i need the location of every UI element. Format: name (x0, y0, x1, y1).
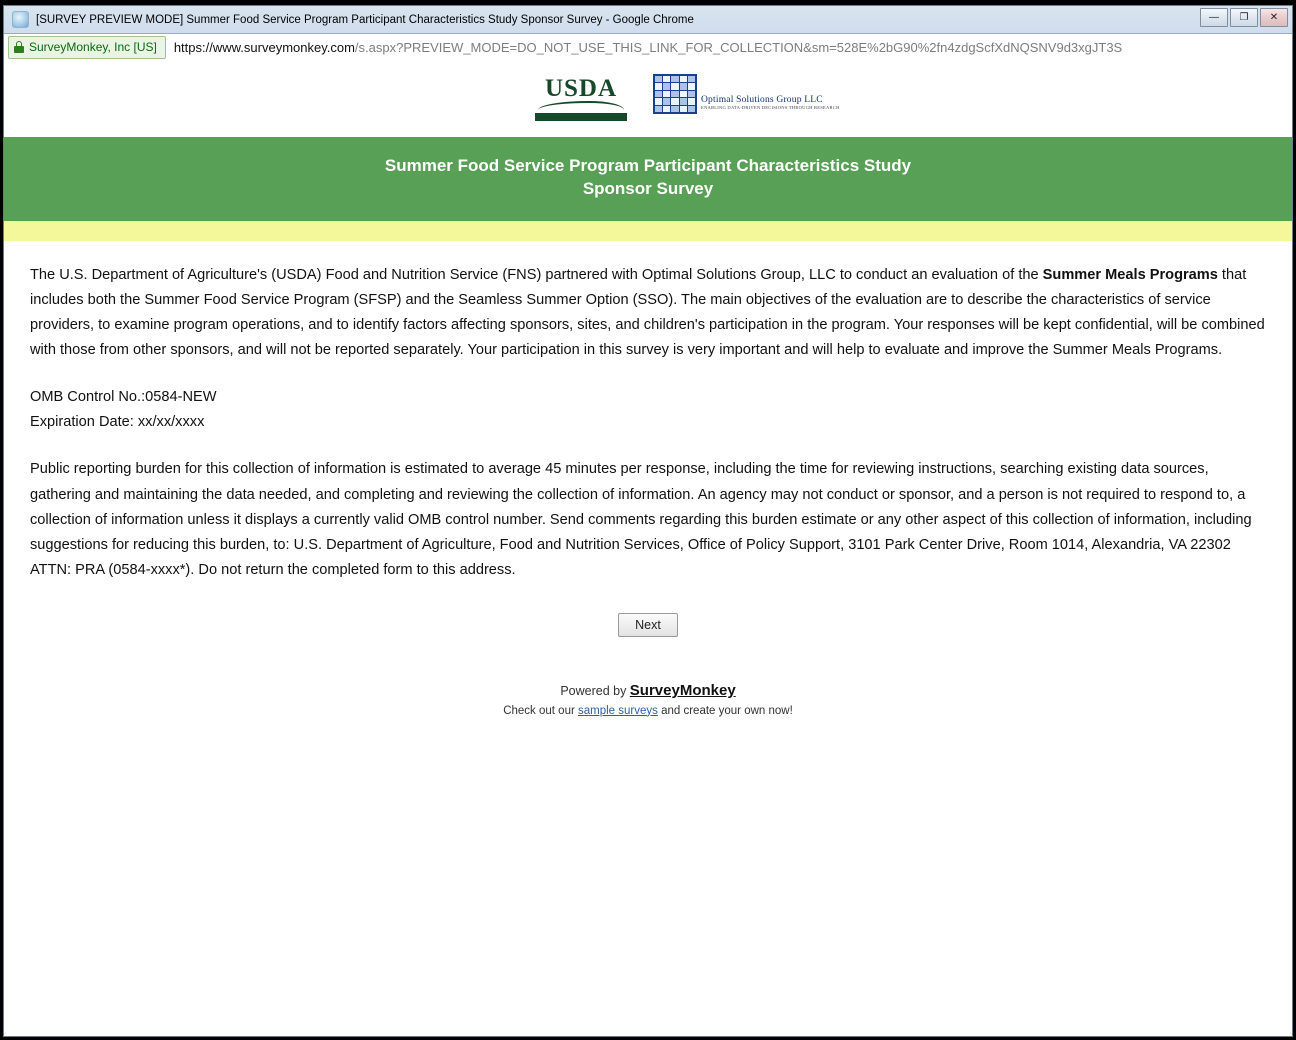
title-bar (4, 6, 1292, 33)
intro-bold-term: Summer Meals Programs (1042, 266, 1218, 283)
omb-block (30, 385, 1266, 435)
intro-part-b: that includes both the Summer Food Service Program (SFSP) and the Seamless Summer Option (SSO). The main objectives of the evaluation are to describe the characteristics of service providers, to examine program operations, and to identify factors affecting sponsors, sites, and children's participation in the program. Your responses will be kept confidential, will be combined with those from other sponsors, and will not be reported separately. Your participation in this survey is very important and will help to evaluate and improve the Summer Meals Programs. (30, 266, 1265, 359)
lock-icon (14, 41, 24, 53)
intro-paragraph (30, 263, 1266, 363)
powered-by-line (30, 680, 1266, 703)
usda-wordmark: USDA (544, 75, 618, 102)
maximize-icon: ❐ (1239, 11, 1249, 23)
minimize-icon: — (1209, 11, 1219, 23)
footer-subline (30, 703, 1266, 720)
close-icon: ✕ (1269, 11, 1279, 23)
site-identity-badge[interactable] (8, 36, 166, 59)
survey-content (4, 241, 1292, 720)
usda-bar-icon (535, 113, 627, 121)
site-identity-label: SurveyMonkey, Inc [US] (29, 40, 157, 54)
minimize-button[interactable] (1200, 8, 1228, 27)
osg-wordmark (701, 74, 840, 111)
osg-name: Optimal Solutions Group LLC (701, 95, 823, 105)
omb-control-number: OMB Control No.:0584-NEW (30, 389, 217, 406)
window-title: [SURVEY PREVIEW MODE] Summer Food Service Program Participant Characteristics Study Sponsor Survey - Google Chrome (36, 13, 694, 26)
surveymonkey-link[interactable]: SurveyMonkey (629, 682, 736, 699)
sample-surveys-link[interactable]: sample surveys (578, 704, 658, 717)
favicon-icon (12, 11, 29, 28)
accent-bar (4, 221, 1292, 241)
maximize-button[interactable] (1230, 8, 1258, 27)
footer-sub-post: and create your own now! (657, 704, 793, 717)
close-button[interactable] (1260, 8, 1288, 27)
next-button[interactable]: Next (618, 613, 678, 637)
survey-title-banner (4, 137, 1292, 221)
optimal-solutions-logo-icon (653, 74, 840, 122)
omb-expiration-date: Expiration Date: xx/xx/xxxx (30, 414, 205, 431)
url-host: https://www.surveymonkey.com (173, 39, 355, 55)
logo-band (4, 59, 1292, 137)
intro-part-a: The U.S. Department of Agriculture's (USDA) Food and Nutrition Service (FNS) partnered with Optimal Solutions Group, LLC to conduct an evaluation of the (30, 266, 1043, 283)
page-viewport (3, 59, 1293, 1037)
footer-sub-pre: Check out our (503, 704, 578, 717)
survey-title-line2: Sponsor Survey (582, 178, 714, 198)
url-input[interactable] (174, 40, 1292, 55)
osg-grid-icon (653, 74, 697, 114)
next-button-row (30, 613, 1266, 638)
survey-footer (30, 680, 1266, 720)
browser-chrome (3, 5, 1293, 59)
powered-by-label: Powered by (560, 684, 630, 698)
url-path: /s.aspx?PREVIEW_MODE=DO_NOT_USE_THIS_LINK_FOR_COLLECTION&sm=528E%2bG90%2fn4zdgScfXdNQSNV9d3xgJT3S (354, 39, 1123, 55)
survey-title-line1: Summer Food Service Program Participant Characteristics Study (384, 156, 912, 175)
address-bar[interactable] (4, 33, 1292, 60)
osg-tagline: ENABLING DATA-DRIVEN DECISIONS THROUGH RESEARCH (701, 104, 840, 110)
burden-statement: Public reporting burden for this collection of information is estimated to average 45 minutes per response, including the time for reviewing instructions, searching existing data sources, gathering and maintaining the data needed, and completing and reviewing the collection of information. An agency may not conduct or sponsor, and a person is not required to respond to, a collection of information unless it displays a currently valid OMB control number. Send comments regarding this burden estimate or any other aspect of this collection of information, including suggestions for reducing this burden, to: U.S. Department of Agriculture, Food and Nutrition Services, Office of Policy Support, 3101 Park Center Drive, Room 1014, Alexandria, VA 22302 ATTN: PRA (0584-xxxx*). Do not return the completed form to this address. (30, 461, 1252, 578)
usda-logo-icon (535, 75, 627, 121)
window-controls (1200, 8, 1288, 27)
